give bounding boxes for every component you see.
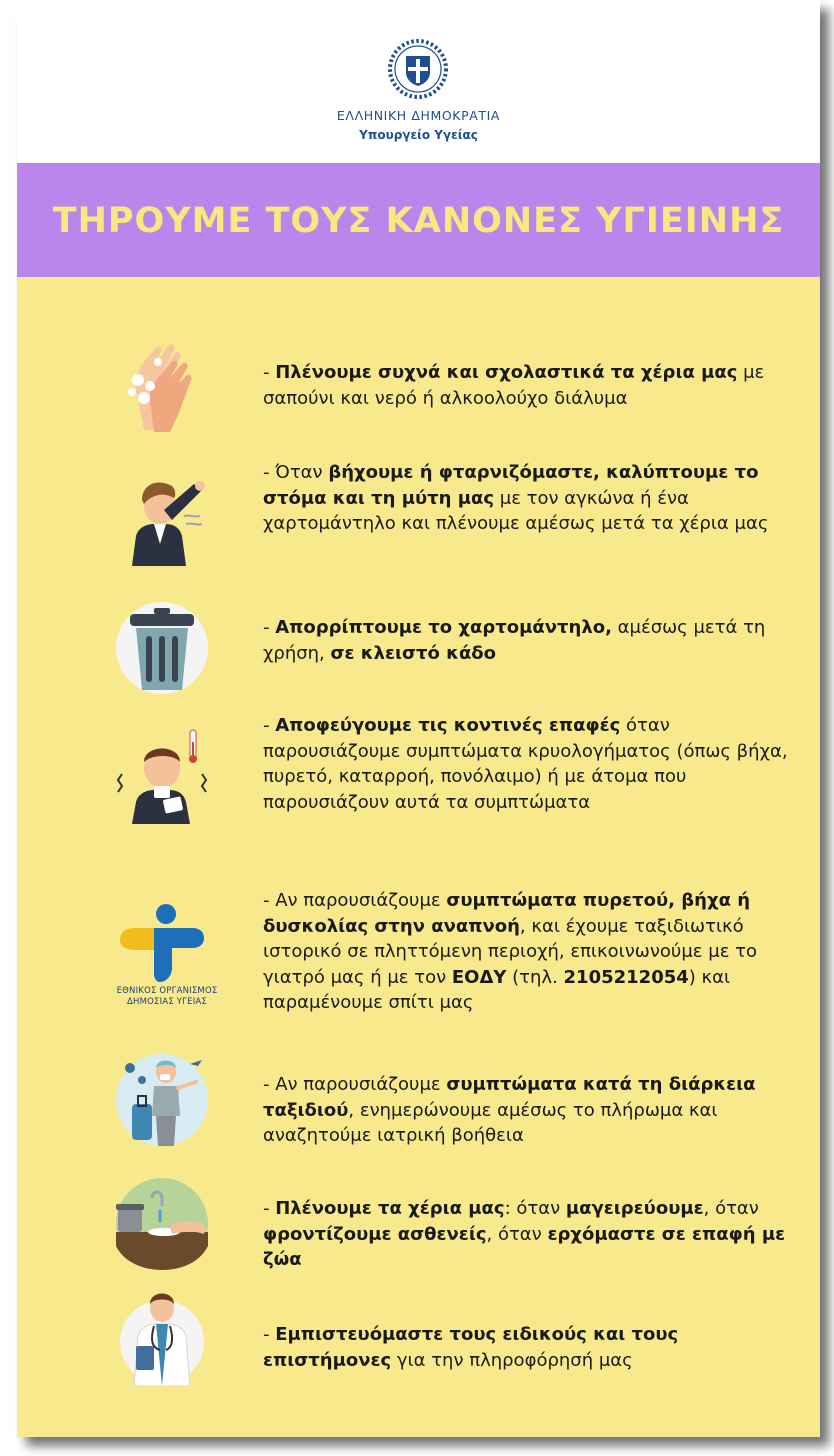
rule-text-segment: - Αν παρουσιάζουμε bbox=[263, 890, 447, 911]
rule-text-segment: , και έχουμε ταξιδιωτικό ιστορικό σε πληττόμενη περιοχή, επικοινωνούμε με το γιατρό μας ή με τον bbox=[263, 915, 757, 988]
rule-text-segment: , ενημερώνουμε αμέσως το πλήρωμα και αναζητούμε ιατρική βοήθεια bbox=[263, 1099, 718, 1146]
rule-text-bold: 2105212054 bbox=[563, 966, 689, 988]
rule-text-segment: - Αν παρουσιάζουμε bbox=[263, 1074, 447, 1095]
greek-coat-of-arms-icon bbox=[387, 38, 449, 100]
eody-label: ΕΘΝΙΚΟΣ ΟΡΓΑΝΙΣΜΟΣ ΔΗΜΟΣΙΑΣ ΥΓΕΙΑΣ bbox=[116, 986, 218, 1007]
rule-text-segment: για την πληροφόρησή μας bbox=[391, 1349, 633, 1371]
ministry-label: Υπουργείο Υγείας bbox=[359, 128, 478, 142]
rule-text-bold: ερχόμαστε σε επαφή με ζώα bbox=[263, 1223, 786, 1270]
rule-text-bold: σε κλειστό κάδο bbox=[330, 642, 497, 664]
rule-text-bold: συμπτώματα πυρετού, βήχα ή δυσκολίας στην αναπνοή bbox=[263, 890, 751, 937]
eody-logo-icon bbox=[114, 898, 210, 994]
rule-text-segment: όταν παρουσιάζουμε συμπτώματα κρυολογήματος (όπως βήχα, πυρετό, καταρροή, πονόλαιμο) ή με άτομα που παρουσιάζουν αυτά τα συμπτώματα bbox=[263, 715, 788, 813]
rule-text bbox=[263, 460, 793, 537]
rule-text-segment: : όταν bbox=[504, 1198, 566, 1219]
trash-bin-icon bbox=[114, 600, 210, 696]
rule-text-segment: - bbox=[263, 617, 276, 638]
rule-text bbox=[263, 1072, 793, 1149]
rule-text-segment: με σαπούνι και νερό ή αλκοολούχο διάλυμα bbox=[263, 362, 765, 409]
page-title: ΤΗΡΟΥΜΕ ΤΟΥΣ ΚΑΝΟΝΕΣ ΥΓΙΕΙΝΗΣ bbox=[52, 201, 785, 241]
rule-text-segment: , όταν bbox=[486, 1223, 548, 1245]
doctor-icon bbox=[114, 1290, 210, 1386]
rule-text-bold: Αποφεύγουμε τις κοντινές επαφές bbox=[275, 715, 621, 736]
rule-text-segment: αμέσως μετά τη χρήση, bbox=[263, 617, 766, 664]
rule-text-bold: Απορρίπτουμε το χαρτομάντηλο, bbox=[275, 617, 612, 638]
rule-text-segment: (τηλ. bbox=[506, 966, 564, 988]
poster bbox=[17, 0, 820, 1437]
rule-text-segment: - bbox=[263, 1324, 276, 1345]
rule-text-bold: μαγειρεύουμε bbox=[565, 1198, 704, 1219]
rule-text-segment: , όταν bbox=[703, 1198, 759, 1219]
traveler-icon bbox=[114, 1052, 210, 1148]
title-banner bbox=[17, 163, 820, 277]
rule-text bbox=[263, 713, 793, 815]
rule-text-bold: Εμπιστευόμαστε τους ειδικούς και τους επιστήμονες bbox=[263, 1324, 679, 1371]
rule-text-bold: συμπτώματα κατά τη διάρκεια ταξιδιού bbox=[263, 1074, 756, 1121]
handwashing-icon bbox=[114, 340, 210, 436]
rule-text-segment: - Όταν bbox=[263, 462, 329, 483]
rule-text-bold: βήχουμε ή φταρνιζόμαστε, καλύπτουμε το στόμα και τη μύτη μας bbox=[263, 462, 759, 509]
rule-text-segment: - bbox=[263, 715, 276, 736]
rule-text bbox=[263, 615, 793, 666]
rule-text bbox=[263, 1322, 793, 1373]
kitchen-handwash-icon bbox=[114, 1176, 210, 1272]
sick-person-icon bbox=[114, 728, 210, 824]
header bbox=[17, 0, 820, 163]
rule-text-segment: με τον αγκώνα ή ένα χαρτομάντηλο και πλένουμε αμέσως μετά τα χέρια μας bbox=[263, 487, 769, 534]
rule-text-bold: Πλένουμε συχνά και σχολαστικά τα χέρια μας bbox=[275, 362, 738, 383]
rule-text-segment: - bbox=[263, 1198, 276, 1219]
rule-text bbox=[263, 360, 793, 411]
rule-text-bold: ΕΟΔΥ bbox=[451, 966, 507, 988]
sneezing-man-icon bbox=[114, 470, 210, 566]
rule-text-segment: ) και παραμένουμε σπίτι μας bbox=[263, 966, 731, 1013]
rule-text-bold: φροντίζουμε ασθενείς bbox=[263, 1223, 487, 1245]
rule-text bbox=[263, 1196, 793, 1273]
rule-text bbox=[263, 888, 793, 1016]
rule-text-bold: Πλένουμε τα χέρια μας bbox=[275, 1198, 505, 1219]
rule-text-segment: - bbox=[263, 362, 276, 383]
republic-label: ΕΛΛΗΝΙΚΗ ΔΗΜΟΚΡΑΤΙΑ bbox=[336, 108, 501, 123]
